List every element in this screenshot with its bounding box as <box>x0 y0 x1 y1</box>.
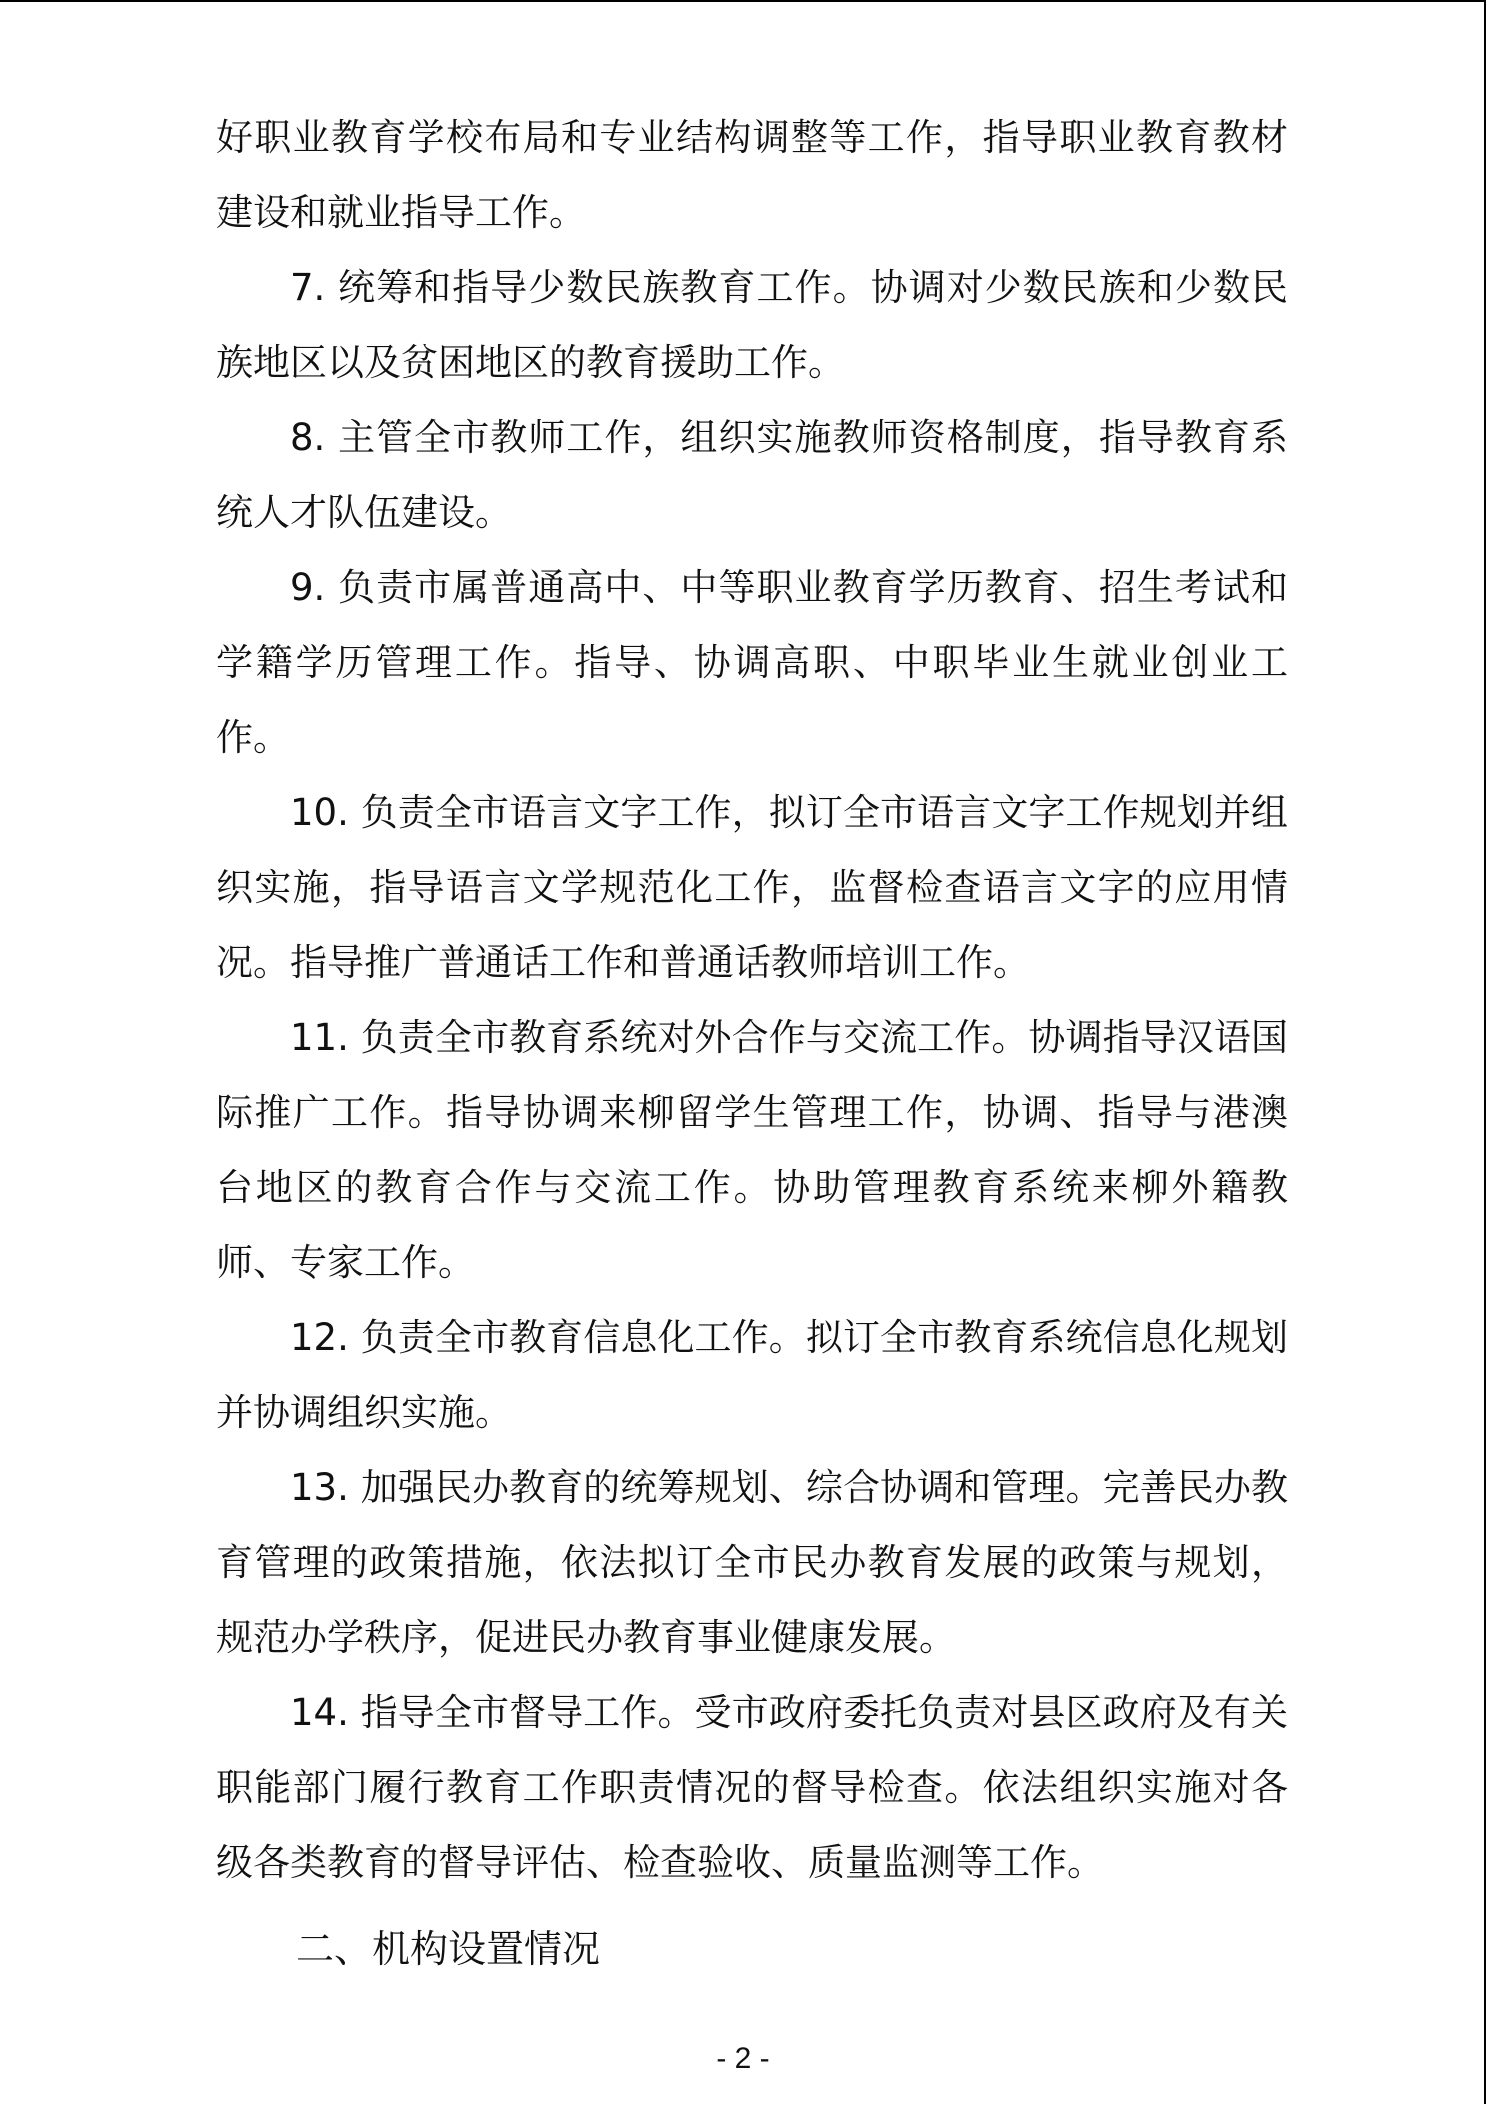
paragraph-item-13: 13. 加强民办教育的统筹规划、综合协调和管理。完善民办教育管理的政策措施，依法拟订全市民办教育发展的政策与规划，规范办学秩序，促进民办教育事业健康发展。 <box>216 1466 1288 1659</box>
paragraph-item-8: 8. 主管全市教师工作，组织实施教师资格制度，指导教育系统人才队伍建设。 <box>216 416 1288 534</box>
page-number: - 2 - <box>716 2042 770 2075</box>
paragraph-item-11: 11. 负责全市教育系统对外合作与交流工作。协调指导汉语国际推广工作。指导协调来柳留学生管理工作，协调、指导与港澳台地区的教育合作与交流工作。协助管理教育系统来柳外籍教师、专家工作。 <box>216 1016 1288 1284</box>
document-body <box>216 100 1288 1986</box>
paragraph-item-12: 12. 负责全市教育信息化工作。拟订全市教育系统信息化规划并协调组织实施。 <box>216 1316 1288 1434</box>
paragraph-item-7: 7. 统筹和指导少数民族教育工作。协调对少数民族和少数民族地区以及贫困地区的教育援助工作。 <box>216 266 1288 384</box>
paragraph-item-9: 9. 负责市属普通高中、中等职业教育学历教育、招生考试和学籍学历管理工作。指导、协调高职、中职毕业生就业创业工作。 <box>216 566 1288 759</box>
paragraph-continuation: 好职业教育学校布局和专业结构调整等工作，指导职业教育教材建设和就业指导工作。 <box>216 116 1288 234</box>
section-heading: 二、机构设置情况 <box>296 1927 601 1971</box>
paragraph-item-14: 14. 指导全市督导工作。受市政府委托负责对县区政府及有关职能部门履行教育工作职责情况的督导检查。依法组织实施对各级各类教育的督导评估、检查验收、质量监测等工作。 <box>216 1691 1288 1884</box>
paragraph-item-10: 10. 负责全市语言文字工作，拟订全市语言文字工作规划并组织实施，指导语言文学规范化工作，监督检查语言文字的应用情况。指导推广普通话工作和普通话教师培训工作。 <box>216 791 1288 984</box>
